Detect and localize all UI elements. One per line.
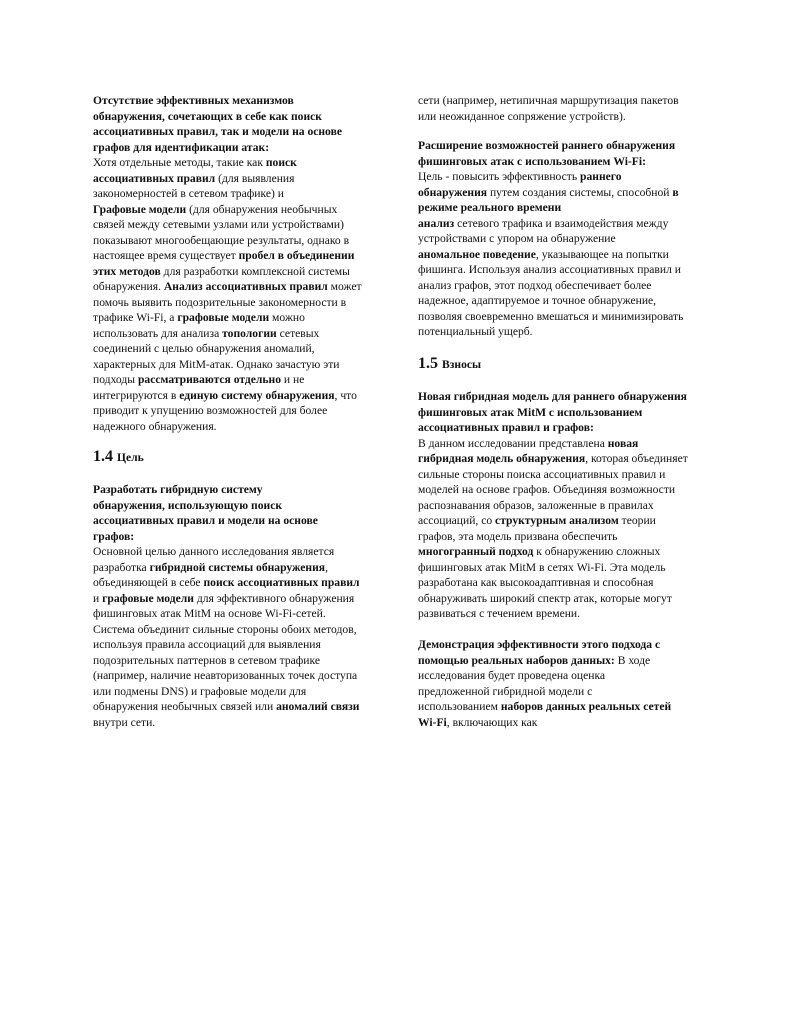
text: , включающих как [446, 715, 538, 729]
section-number: 1.5 [418, 355, 438, 372]
text: ассоциаций, со [418, 514, 496, 527]
text-line [418, 560, 718, 576]
text-line [93, 93, 393, 109]
text: фишинга. Используя анализ ассоциативных правил и [418, 263, 681, 276]
text-line [93, 155, 393, 171]
text-line [93, 622, 393, 638]
text-line [93, 684, 393, 700]
text: можно [269, 311, 305, 324]
bold-text: раннего [580, 170, 622, 183]
text-line [93, 341, 393, 357]
bold-text: Расширение возможностей раннего обнаружения [418, 139, 676, 152]
text-line [418, 715, 718, 731]
text-line [93, 637, 393, 653]
text-line [93, 264, 393, 280]
text-line [93, 419, 393, 435]
text-line [418, 247, 718, 263]
text-line [418, 637, 718, 653]
section-title: Цель [117, 451, 144, 464]
bold-text: Новая гибридная модель для раннего обнаружения [418, 390, 687, 403]
text: графов, эта модель призвана обеспечить [418, 529, 618, 543]
text: интегрируются в [93, 388, 180, 402]
text-line [418, 591, 718, 607]
text: соединений с целью обнаружения аномалий, [93, 342, 315, 355]
text: или неожиданное сопряжение устройств). [418, 109, 626, 123]
text-line [93, 140, 393, 156]
text-line [418, 513, 718, 529]
text-line [418, 324, 718, 340]
text-line [418, 606, 718, 622]
bold-text: обнаружения, использующую поиск [93, 498, 283, 512]
section-heading-1-5 [418, 355, 481, 373]
bold-text: режиме реального времени [418, 201, 562, 214]
text-line [418, 653, 718, 669]
bold-text: Демонстрация эффективности этого подхода с [418, 638, 661, 651]
text: фишинговых атак MitM в сетях Wi-Fi. Эта модель [418, 560, 666, 574]
paragraph-early-detection [418, 138, 718, 340]
text-line [93, 326, 393, 342]
text: сетевых [276, 326, 320, 340]
text-line [418, 389, 718, 405]
text: разработана как высокоадаптивная и способная [418, 576, 654, 589]
bold-text: Анализ ассоциативных правил [163, 280, 328, 293]
text-line [93, 529, 393, 545]
text-line [418, 529, 718, 545]
text-line [418, 231, 718, 247]
text: обнаружения необычных связей или [93, 700, 277, 713]
bold-text: обнаружения [418, 185, 488, 199]
text-line [418, 169, 718, 185]
text: связей между сетевыми узлами или устройствами) [93, 218, 344, 231]
text-line [418, 482, 718, 498]
text-line [418, 216, 718, 232]
section-heading-1-4 [93, 448, 144, 466]
text-line [93, 310, 393, 326]
text: исследования будет проведена оценка [418, 669, 606, 682]
text: теории [618, 514, 656, 527]
text-line [93, 248, 393, 264]
text-line [93, 372, 393, 388]
bold-text: Графовые модели [93, 202, 187, 216]
text: использованием [418, 700, 501, 713]
text-line [418, 420, 718, 436]
text: объединяющей в себе [93, 576, 204, 589]
text: подходы [93, 373, 138, 386]
bold-text: гибридная модель обнаружения [418, 452, 586, 465]
bold-text: фишинговых атак с использованием Wi-Fi: [418, 154, 646, 168]
text-line [418, 109, 718, 125]
text-line [93, 544, 393, 560]
text-line [93, 575, 393, 591]
text-line [418, 699, 718, 715]
text-line [418, 262, 718, 278]
bold-text: Разработать гибридную систему [93, 483, 263, 496]
text-line [418, 278, 718, 294]
bold-text: помощью реальных наборов данных: [418, 653, 615, 667]
text: Хотя отдельные методы, такие как [93, 156, 266, 169]
bold-text: наборов данных реальных сетей [500, 700, 672, 713]
text: , что [334, 388, 357, 402]
text-line [418, 309, 718, 325]
text-line [418, 154, 718, 170]
bold-text: ассоциативных правил [93, 171, 216, 185]
text-line [418, 684, 718, 700]
text-line [93, 591, 393, 607]
bold-text: анализ [418, 216, 455, 230]
text-line [418, 451, 718, 467]
text-line [93, 109, 393, 125]
bold-text: поиск [265, 156, 297, 169]
text-line [93, 699, 393, 715]
text: , указывающее на попытки [535, 247, 669, 261]
text-line [93, 653, 393, 669]
bold-text: ассоциативных правил и модели на основе [93, 514, 318, 527]
bold-text: в [672, 185, 679, 199]
text: распознавания образов, заложенные в правилах [418, 498, 654, 512]
text: показывают многообещающие результаты, однако в [93, 233, 350, 247]
text: сети (например, нетипичная маршрутизация пакетов [418, 94, 679, 107]
text: Цель - повысить эффективность [418, 170, 581, 183]
text-line [418, 405, 718, 421]
text: (например, наличие неавторизованных точек доступа [93, 669, 358, 682]
text: развиваться с течением времени. [418, 607, 581, 620]
text: использовать для анализа [93, 326, 223, 340]
bold-text: графовые модели [177, 311, 270, 324]
text: надежного обнаружения. [93, 419, 217, 433]
bold-text: ассоциативных правил, так и модели на основе [93, 125, 342, 138]
text: сильные стороны поиска ассоциативных правил и [418, 467, 666, 481]
paragraph-hybrid-model [418, 389, 718, 622]
text-line [93, 715, 393, 731]
text: обнаруживать широкий спектр атак, которые могут [418, 591, 672, 605]
bold-text: гибридной системы обнаружения [149, 560, 326, 574]
text-line [93, 124, 393, 140]
bold-text: аномалий связи [276, 700, 360, 713]
text: разработка [93, 560, 150, 574]
text: или подмены DNS) и графовые модели для [93, 684, 307, 698]
text: может [327, 280, 362, 293]
text: обнаружения. [93, 280, 164, 293]
text: позволяя своевременно вмешаться и минимизировать [418, 309, 684, 323]
text: анализ графов, этот подход обеспечивает более [418, 278, 652, 292]
paragraph-demonstration [418, 637, 718, 730]
bold-text: многогранный подход [418, 545, 534, 558]
text-line [93, 482, 393, 498]
bold-text: графов для идентификации атак: [93, 140, 270, 154]
text-line [418, 575, 718, 591]
paragraph-missing-mechanisms [93, 93, 393, 434]
bold-text: аномальное поведение [418, 247, 536, 261]
text-line [93, 606, 393, 622]
text-line [93, 295, 393, 311]
text-line [93, 513, 393, 529]
text: трафике Wi-Fi, а [93, 311, 178, 324]
text-line [418, 668, 718, 684]
text: внутри сети. [93, 715, 156, 729]
text-line [93, 668, 393, 684]
text-line [93, 171, 393, 187]
text-line [418, 436, 718, 452]
text: моделей на основе графов. Объединяя возможности [418, 483, 676, 496]
section-title: Взносы [442, 358, 482, 371]
text: для эффективного обнаружения [193, 591, 355, 605]
text-line [418, 467, 718, 483]
text-line [93, 357, 393, 373]
paragraph-continuation [418, 93, 718, 124]
text-line [93, 233, 393, 249]
text-line [93, 560, 393, 576]
bold-text: топологии [222, 326, 277, 340]
text-line [418, 498, 718, 514]
text: предложенной гибридной модели с [418, 684, 593, 698]
bold-text: этих методов [93, 264, 161, 278]
bold-text: Отсутствие эффективных механизмов [93, 94, 294, 107]
paragraph-goal [93, 482, 393, 730]
text: надежное, адаптируемое и точное обнаружение, [418, 294, 657, 307]
text: помочь выявить подозрительные закономерности в [93, 295, 347, 309]
text-line [418, 293, 718, 309]
text: и не [281, 373, 305, 386]
text: В ходе [614, 653, 651, 667]
bold-text: графов: [93, 529, 135, 543]
bold-text: графовые модели [102, 591, 194, 605]
text: потенциальный ущерб. [418, 325, 533, 338]
text: используя правила ассоциаций для выявления [93, 638, 321, 651]
text-line [93, 186, 393, 202]
section-number: 1.4 [93, 448, 113, 465]
text-line [418, 93, 718, 109]
text-line [93, 279, 393, 295]
bold-text: фишинговых атак MitM с использованием [418, 405, 643, 419]
text-line [93, 498, 393, 514]
text: приводит к упущению возможностей для более [93, 404, 328, 417]
text-line [93, 403, 393, 419]
bold-text: пробел в объединении [238, 249, 355, 262]
text: фишинговых атак MitM на основе Wi-Fi-сетей. [93, 607, 326, 620]
text: закономерностей в сетевом трафике) и [93, 187, 284, 200]
text: и [93, 591, 103, 605]
text: настоящее время существует [93, 249, 239, 262]
text: В данном исследовании представлена [418, 436, 608, 450]
bold-text: структурным анализом [495, 514, 619, 527]
text: Система объединит сильные стороны обоих методов, [93, 622, 357, 636]
text: характерных для MitM-атак. Однако зачастую эти [93, 357, 340, 371]
text-line [418, 200, 718, 216]
text-line [418, 185, 718, 201]
text: подозрительных паттернов в сетевом трафике [93, 653, 321, 667]
text: устройствами с упором на обнаружение [418, 232, 616, 245]
bold-text: рассматриваются отдельно [137, 373, 282, 386]
bold-text: единую систему обнаружения [179, 388, 335, 402]
text: Основной целью данного исследования является [93, 545, 335, 558]
text: , [325, 560, 328, 574]
text-line [93, 202, 393, 218]
bold-text: обнаружения, сочетающих в себе как поиск [93, 109, 322, 123]
text: для разработки комплексной системы [160, 264, 350, 278]
text-line [418, 544, 718, 560]
text-line [93, 217, 393, 233]
text-line [93, 388, 393, 404]
bold-text: поиск ассоциативных правил [203, 576, 360, 589]
text-line [418, 138, 718, 154]
text: путем создания системы, способной [487, 185, 673, 199]
text: (для обнаружения необычных [186, 202, 338, 216]
text: (для выявления [215, 171, 295, 185]
bold-text: ассоциативных правил и графов: [418, 421, 594, 434]
text: , которая объединяет [585, 452, 688, 465]
text: к обнаружению сложных [533, 545, 661, 558]
text: сетевого трафика и взаимодействия между [454, 216, 669, 230]
bold-text: новая [607, 436, 639, 450]
bold-text: Wi-Fi [418, 715, 447, 729]
